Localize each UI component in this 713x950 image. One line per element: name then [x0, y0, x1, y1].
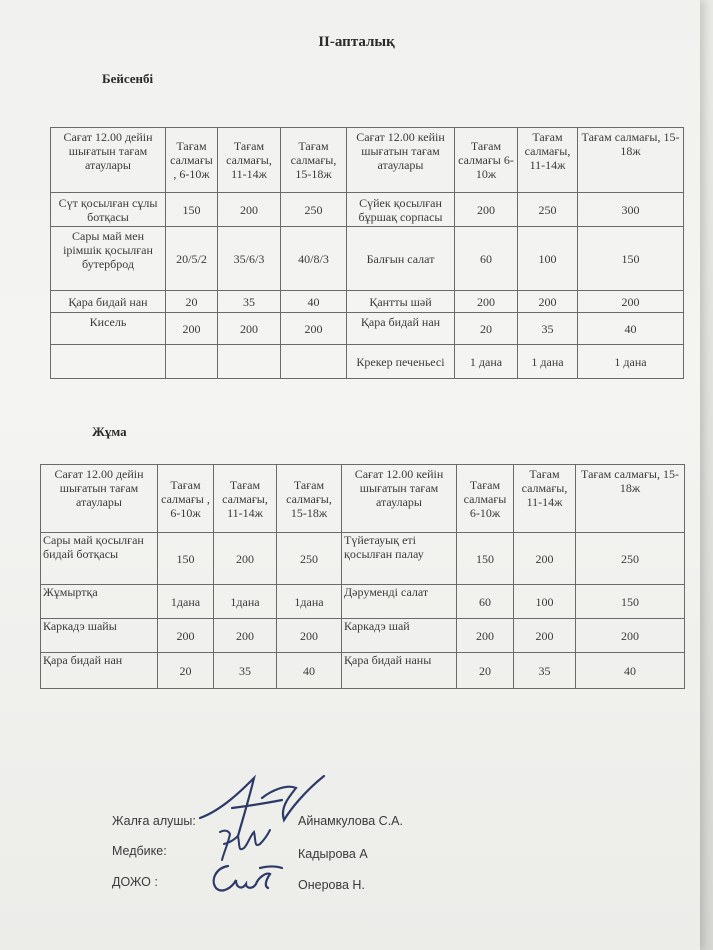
- weight-cell: 250: [281, 193, 347, 227]
- weight-cell: 200: [576, 619, 685, 653]
- menu-table-friday: [40, 464, 685, 689]
- weight-cell: 20: [457, 653, 514, 689]
- weight-cell: 200: [455, 193, 518, 227]
- weight-cell: 250: [518, 193, 578, 227]
- weight-cell: 100: [518, 227, 578, 291]
- header-weight-11-14-after: Тағам салмағы, 11-14ж: [514, 465, 576, 533]
- weight-cell: 200: [281, 313, 347, 345]
- weight-cell: 150: [457, 533, 514, 585]
- weight-cell: 200: [578, 291, 684, 313]
- table-header-row: [41, 465, 685, 533]
- weight-cell: 20: [455, 313, 518, 345]
- dish-name: Қара бидай наны: [342, 653, 457, 689]
- weight-cell: 35: [514, 653, 576, 689]
- table-row: [51, 227, 684, 291]
- dish-name: Дәруменді салат: [342, 585, 457, 619]
- dish-name: Жұмыртқа: [41, 585, 158, 619]
- dozho-name: Онерова Н.: [298, 878, 365, 892]
- weight-cell: 200: [457, 619, 514, 653]
- weight-cell: 150: [158, 533, 214, 585]
- dish-name: Сары май мен ірімшік қосылған бутерброд: [51, 227, 166, 291]
- table-row: [41, 533, 685, 585]
- weight-cell: 35/6/3: [218, 227, 281, 291]
- header-weight-11-14-after: Тағам салмағы, 11-14ж: [518, 128, 578, 193]
- dish-name: Қара бидай нан: [41, 653, 158, 689]
- dish-name: Сүйек қосылған бұршақ сорпасы: [347, 193, 455, 227]
- header-after-noon: Сағат 12.00 кейін шығатын тағам атаулары: [342, 465, 457, 533]
- dish-name: Қара бидай нан: [347, 313, 455, 345]
- weight-cell: 40/8/3: [281, 227, 347, 291]
- weight-cell: 150: [166, 193, 218, 227]
- weight-cell: 20: [166, 291, 218, 313]
- dish-name: Крекер печеньесі: [347, 345, 455, 379]
- weight-cell: 1 дана: [455, 345, 518, 379]
- header-after-noon: Сағат 12.00 кейін шығатын тағам атаулары: [347, 128, 455, 193]
- weight-cell: 150: [576, 585, 685, 619]
- weight-cell: 150: [578, 227, 684, 291]
- weight-cell: 1 дана: [578, 345, 684, 379]
- dish-name: Қантты шәй: [347, 291, 455, 313]
- dish-name: Балғын салат: [347, 227, 455, 291]
- table-row: [41, 585, 685, 619]
- empty-cell: [51, 345, 166, 379]
- weight-cell: 60: [457, 585, 514, 619]
- tenant-name: Айнамкулова С.А.: [298, 814, 403, 828]
- weight-cell: 200: [518, 291, 578, 313]
- empty-cell: [166, 345, 218, 379]
- dish-name: Кисель: [51, 313, 166, 345]
- weight-cell: 200: [514, 619, 576, 653]
- document-title: II-апталық: [318, 34, 395, 50]
- dish-name: Сары май қосылған бидай ботқасы: [41, 533, 158, 585]
- dozho-label: ДОЖО :: [112, 875, 158, 889]
- weight-cell: 200: [214, 533, 277, 585]
- header-weight-15-18-after: Тағам салмағы, 15-18ж: [578, 128, 684, 193]
- empty-cell: [218, 345, 281, 379]
- day-thursday-heading: Бейсенбі: [102, 71, 154, 86]
- weight-cell: 1дана: [158, 585, 214, 619]
- tenant-label: Жалға алушы:: [112, 814, 196, 828]
- header-weight-6-10-after: Тағам салмағы 6-10ж: [457, 465, 514, 533]
- weight-cell: 100: [514, 585, 576, 619]
- weight-cell: 1 дана: [518, 345, 578, 379]
- menu-table-thursday: [50, 127, 684, 379]
- weight-cell: 20/5/2: [166, 227, 218, 291]
- weight-cell: 200: [214, 619, 277, 653]
- weight-cell: 1дана: [277, 585, 342, 619]
- weight-cell: 60: [455, 227, 518, 291]
- table-row: [51, 291, 684, 313]
- dozho-signature-icon: [206, 858, 286, 898]
- dish-name: Қара бидай нан: [51, 291, 166, 313]
- table-row: [51, 313, 684, 345]
- weight-cell: 200: [218, 313, 281, 345]
- weight-cell: 200: [218, 193, 281, 227]
- header-weight-6-10: Тағам салмағы , 6-10ж: [166, 128, 218, 193]
- header-before-noon: Сағат 12.00 дейін шығатын тағам атаулары: [41, 465, 158, 533]
- header-before-noon: Сағат 12.00 дейін шығатын тағам атаулары: [51, 128, 166, 193]
- header-weight-15-18-after: Тағам салмағы, 15-18ж: [576, 465, 685, 533]
- nurse-name: Кадырова А: [298, 847, 368, 861]
- dish-name: Түйетауық еті қосылған палау: [342, 533, 457, 585]
- weight-cell: 20: [158, 653, 214, 689]
- weight-cell: 250: [277, 533, 342, 585]
- table-row: [51, 193, 684, 227]
- weight-cell: 200: [277, 619, 342, 653]
- header-weight-11-14: Тағам салмағы, 11-14ж: [214, 465, 277, 533]
- header-weight-6-10-after: Тағам салмағы 6-10ж: [455, 128, 518, 193]
- table-row: [51, 345, 684, 379]
- weight-cell: 40: [281, 291, 347, 313]
- weight-cell: 40: [576, 653, 685, 689]
- weight-cell: 200: [455, 291, 518, 313]
- weight-cell: 200: [158, 619, 214, 653]
- dish-name: Сүт қосылған сұлы ботқасы: [51, 193, 166, 227]
- header-weight-11-14: Тағам салмағы, 11-14ж: [218, 128, 281, 193]
- empty-cell: [281, 345, 347, 379]
- weight-cell: 300: [578, 193, 684, 227]
- weight-cell: 35: [214, 653, 277, 689]
- weight-cell: 1дана: [214, 585, 277, 619]
- header-weight-6-10: Тағам салмағы , 6-10ж: [158, 465, 214, 533]
- weight-cell: 200: [166, 313, 218, 345]
- table-row: [41, 619, 685, 653]
- weight-cell: 35: [218, 291, 281, 313]
- nurse-label: Медбике:: [112, 844, 167, 858]
- weight-cell: 40: [277, 653, 342, 689]
- weight-cell: 40: [578, 313, 684, 345]
- table-header-row: [51, 128, 684, 193]
- dish-name: Каркадэ шайы: [41, 619, 158, 653]
- day-friday-heading: Жұма: [92, 424, 127, 439]
- weight-cell: 250: [576, 533, 685, 585]
- table-row: [41, 653, 685, 689]
- weight-cell: 35: [518, 313, 578, 345]
- dish-name: Каркадэ шай: [342, 619, 457, 653]
- header-weight-15-18: Тағам салмағы, 15-18ж: [277, 465, 342, 533]
- header-weight-15-18: Тағам салмағы, 15-18ж: [281, 128, 347, 193]
- weight-cell: 200: [514, 533, 576, 585]
